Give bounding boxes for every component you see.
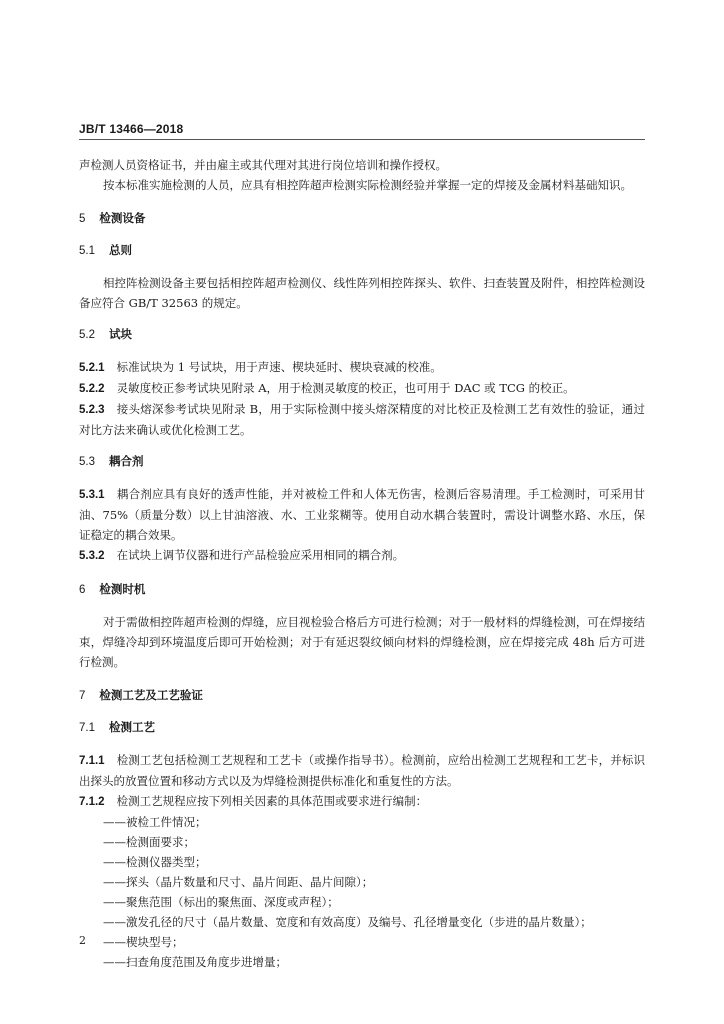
clause-number: 5.2.2 bbox=[79, 383, 105, 395]
section-title: 检测时机 bbox=[99, 584, 146, 596]
clause-5-3-1 bbox=[79, 484, 645, 545]
list-item: ——楔块型号； bbox=[103, 935, 184, 949]
clause-number: 5.2.3 bbox=[79, 404, 105, 416]
section-number: 5.2 bbox=[79, 329, 95, 341]
list-item: ——检测仪器类型； bbox=[103, 855, 207, 869]
clause-number: 7.1.1 bbox=[79, 755, 105, 767]
list-item: ——探头（晶片数量和尺寸、晶片间距、晶片间隙）； bbox=[103, 875, 374, 889]
paragraph-4-continued: 声检测人员资格证书，并由雇主或其代理对其进行岗位培训和操作授权。 bbox=[79, 158, 447, 172]
document-code: JB/T 13466—2018 bbox=[79, 122, 184, 136]
section-6-heading bbox=[79, 580, 645, 600]
section-title: 试块 bbox=[109, 329, 132, 341]
list-item: ——聚焦范围（标出的聚焦面、深度或声程）； bbox=[103, 895, 339, 909]
factor-list bbox=[79, 812, 645, 972]
clause-number: 7.1.2 bbox=[79, 796, 105, 808]
clause-number: 5.2.1 bbox=[79, 362, 105, 374]
clause-7-1-1 bbox=[79, 750, 645, 791]
section-5-heading bbox=[79, 209, 645, 229]
list-item: ——被检工件情况； bbox=[103, 815, 207, 829]
section-number: 5.1 bbox=[79, 245, 95, 257]
clause-text: 耦合剂应具有良好的透声性能，并对被检工件和人体无伤害，检测后容易清理。手工检测时，可采用甘油、75%（质量分数）以上甘油溶液、水、工业浆糊等。使用自动水耦合装置时，需设计调整水路、水压，保证稳定的耦合效果。 bbox=[79, 487, 645, 542]
clause-number: 5.3.1 bbox=[79, 489, 105, 501]
clause-5-2-3 bbox=[79, 399, 645, 440]
clause-number: 5.3.2 bbox=[79, 550, 105, 562]
clause-text: 检测工艺规程应按下列相关因素的具体范围或要求进行编制： bbox=[116, 794, 428, 808]
section-7-1-heading bbox=[79, 718, 645, 738]
list-item: ——扫查角度范围及角度步进增量； bbox=[103, 955, 287, 969]
section-title: 耦合剂 bbox=[109, 456, 144, 468]
section-6-text: 对于需做相控阵超声检测的焊缝，应目视检验合格后方可进行检测；对于一般材料的焊缝检测，可在焊接结束，焊缝冷却到环境温度后即可开始检测；对于有延迟裂纹倾向材料的焊缝检测，应在焊接完成 48h 后方可进行检测。 bbox=[79, 615, 645, 669]
section-number: 5 bbox=[79, 213, 86, 225]
clause-text: 标准试块为 1 号试块，用于声速、楔块延时、楔块衰减的校准。 bbox=[116, 360, 442, 374]
section-title: 检测工艺及工艺验证 bbox=[99, 690, 203, 702]
section-title: 检测设备 bbox=[99, 213, 146, 225]
section-5-1-heading bbox=[79, 241, 645, 261]
list-item: ——激发孔径的尺寸（晶片数量、宽度和有效高度）及编号、孔径增量变化（步进的晶片数量）； bbox=[103, 915, 592, 929]
section-number: 7 bbox=[79, 690, 86, 702]
page-body bbox=[79, 155, 645, 972]
section-title: 总则 bbox=[109, 245, 132, 257]
section-number: 6 bbox=[79, 584, 86, 596]
clause-text: 接头熔深参考试块见附录 B，用于实际检测中接头熔深精度的对比校正及检测工艺有效性的验证，通过对比方法来确认或优化检测工艺。 bbox=[79, 402, 645, 437]
page-number: 2 bbox=[79, 934, 86, 947]
clause-text: 检测工艺包括检测工艺规程和工艺卡（或操作指导书）。检测前，应给出检测工艺规程和工艺卡，并标识出探头的放置位置和移动方式以及为焊缝检测提供标准化和重复性的方法。 bbox=[79, 753, 645, 788]
clause-5-2-2 bbox=[79, 378, 645, 399]
clause-text: 灵敏度校正参考试块见附录 A，用于检测灵敏度的校正，也可用于 DAC 或 TCG 的校正。 bbox=[116, 381, 575, 395]
section-title: 检测工艺 bbox=[109, 722, 155, 734]
paragraph-4-personnel: 按本标准实施检测的人员，应具有相控阵超声检测实际检测经验并掌握一定的焊接及金属材料基础知识。 bbox=[103, 178, 632, 192]
clause-5-2-1 bbox=[79, 357, 645, 378]
section-5-2-heading bbox=[79, 325, 645, 345]
section-5-1-text: 相控阵检测设备主要包括相控阵超声检测仪、线性阵列相控阵探头、软件、扫查装置及附件，相控阵检测设备应符合 GB/T 32563 的规定。 bbox=[79, 276, 645, 310]
clause-5-3-2 bbox=[79, 545, 645, 566]
clause-7-1-2 bbox=[79, 791, 645, 812]
list-item: ——检测面要求； bbox=[103, 835, 195, 849]
section-7-heading bbox=[79, 686, 645, 706]
section-number: 7.1 bbox=[79, 722, 95, 734]
section-5-3-heading bbox=[79, 452, 645, 472]
clause-text: 在试块上调节仪器和进行产品检验应采用相同的耦合剂。 bbox=[116, 548, 405, 562]
header-rule bbox=[79, 139, 645, 140]
section-number: 5.3 bbox=[79, 456, 95, 468]
